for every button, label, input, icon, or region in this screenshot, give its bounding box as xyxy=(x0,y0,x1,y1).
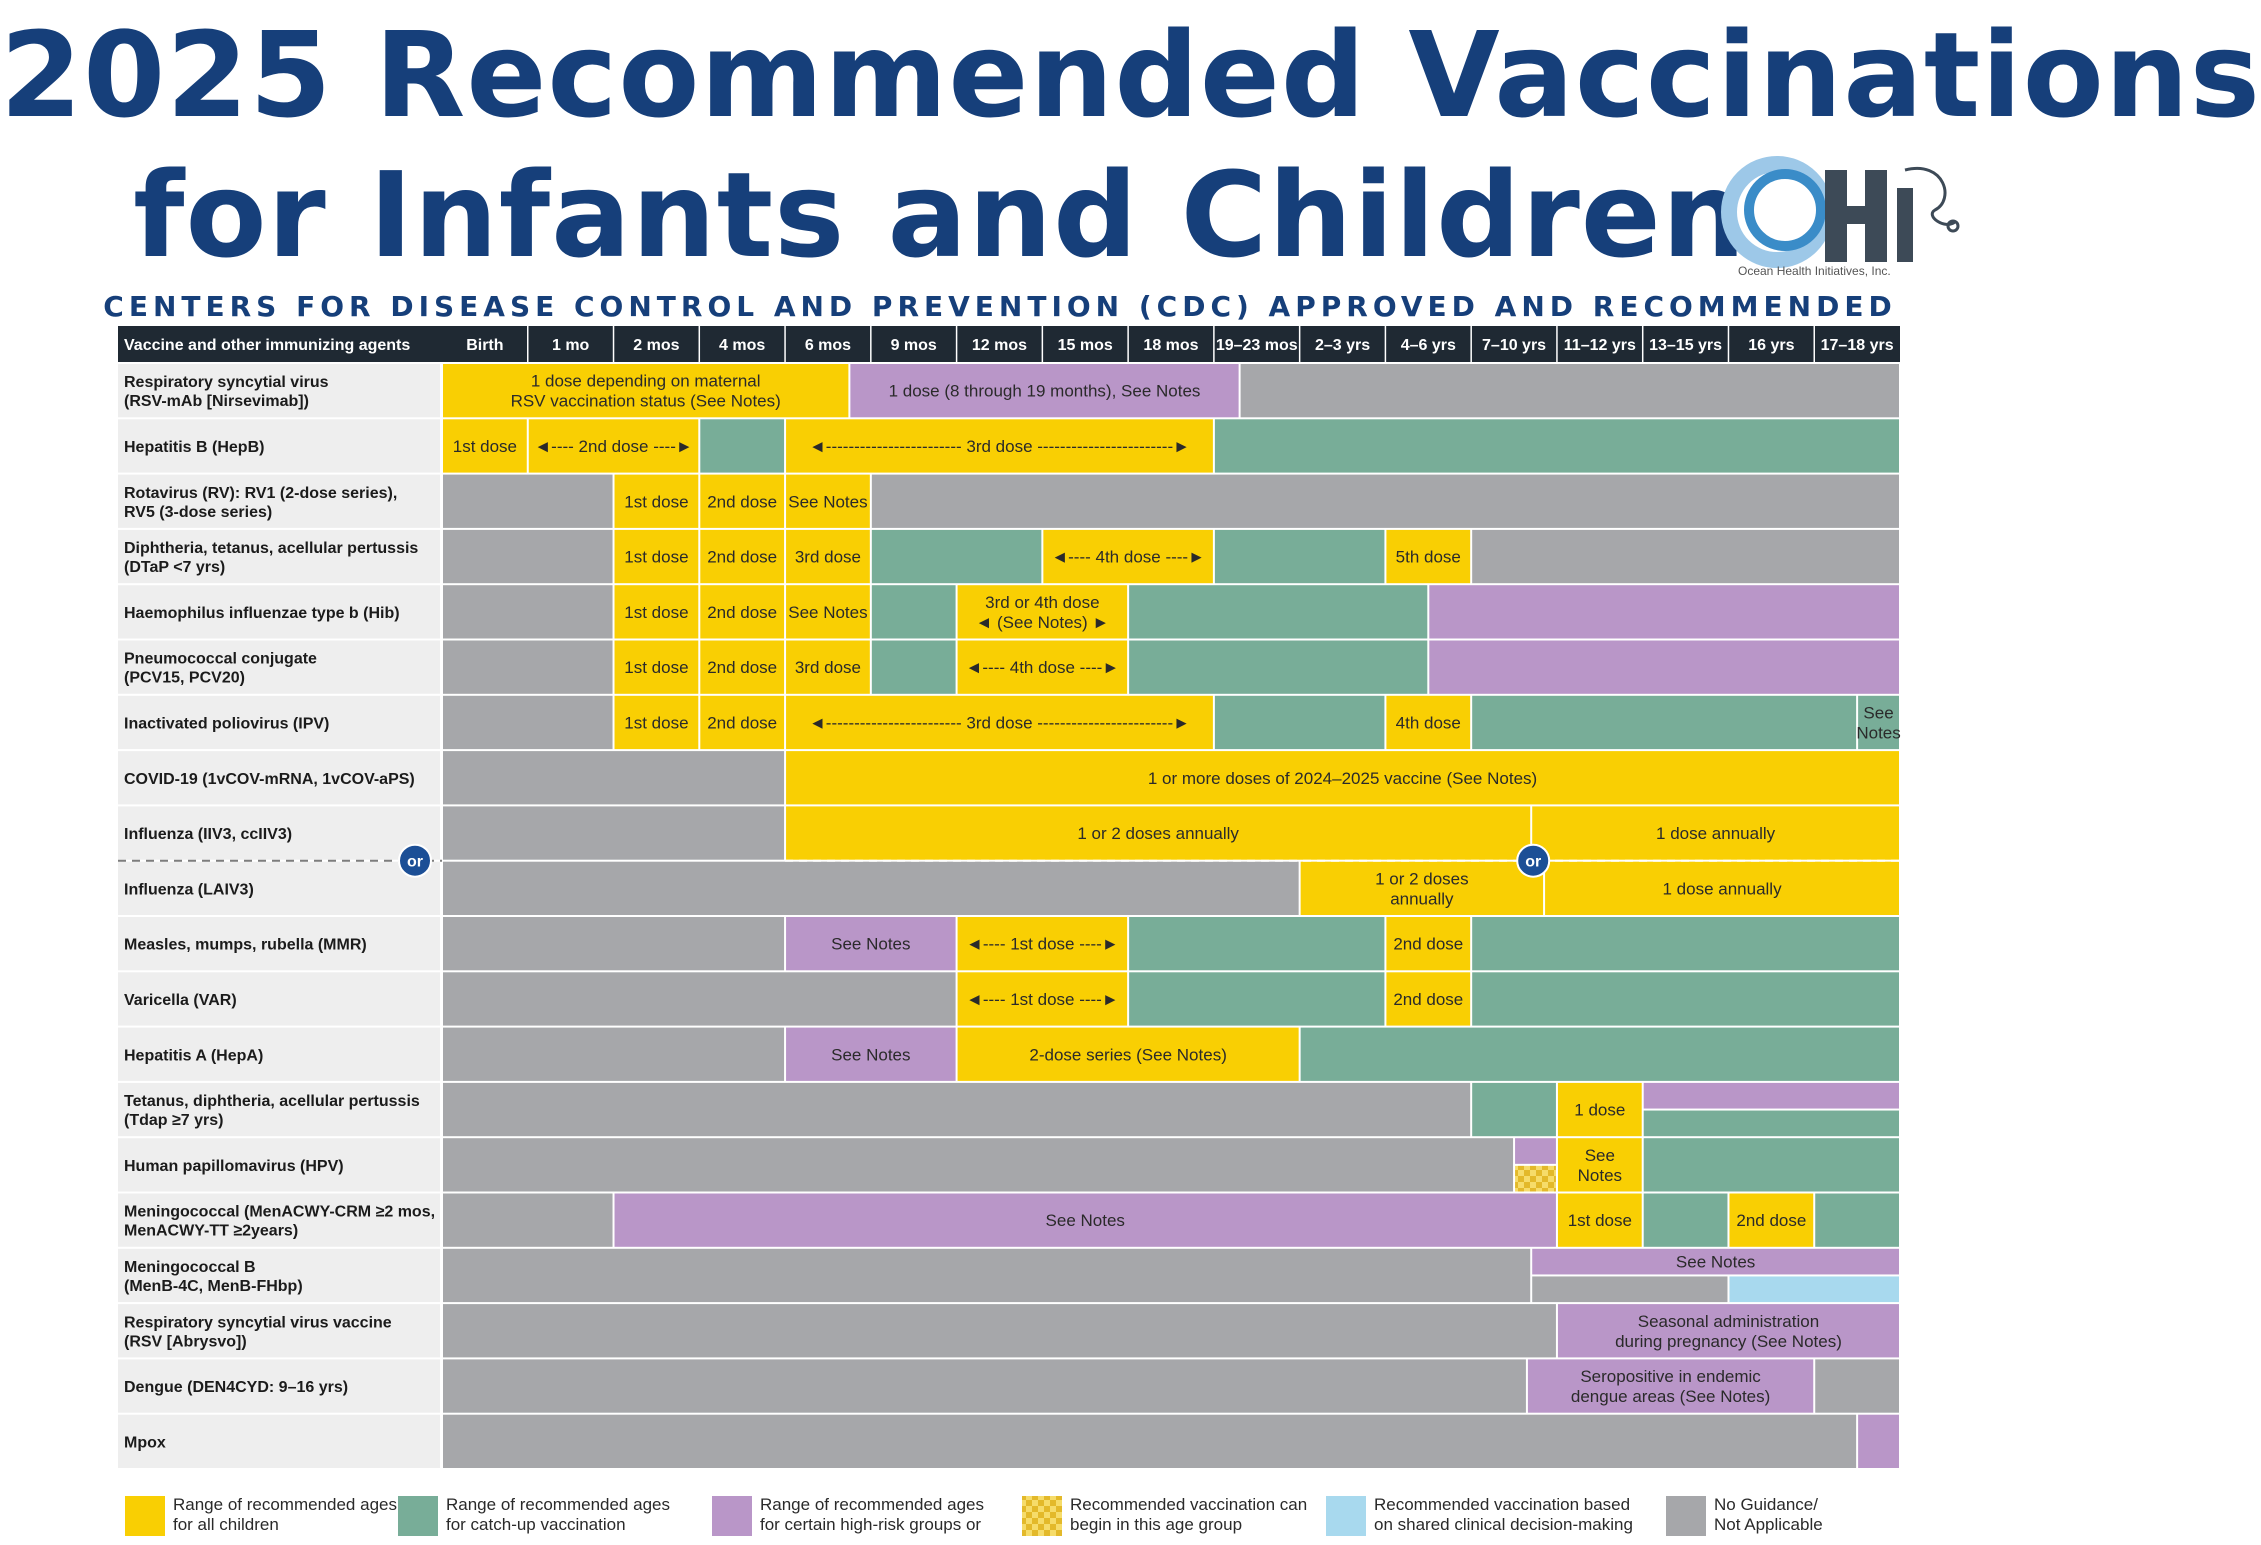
schedule-segment xyxy=(443,530,613,583)
legend-text: Recommended vaccination based on shared clinical decision-making xyxy=(1374,1495,1633,1534)
segment-label: See Notes xyxy=(1045,1211,1125,1231)
schedule-segment xyxy=(443,1304,1556,1357)
row-label: COVID-19 (1vCOV-mRNA, 1vCOV-aPS) xyxy=(124,770,415,788)
schedule-segment xyxy=(443,1138,1513,1191)
row-label: Dengue (DEN4CYD: 9–16 yrs) xyxy=(124,1379,349,1397)
segment-label: 1st dose xyxy=(624,713,689,733)
segment-label: 1st dose xyxy=(1567,1211,1632,1231)
header-age-16: 17–18 yrs xyxy=(1820,337,1894,354)
header-age-15: 16 yrs xyxy=(1748,337,1795,354)
schedule-segment xyxy=(443,917,784,970)
schedule-segment xyxy=(443,1249,1530,1302)
or-badge-right-text: or xyxy=(1525,853,1542,871)
segment-label: Seropositive in endemic dengue areas (See Notes) xyxy=(1570,1367,1771,1407)
segment-label: 1 or more doses of 2024–2025 vaccine (See Notes) xyxy=(1147,768,1538,788)
segment-label: See Notes xyxy=(831,1045,911,1065)
schedule-segment xyxy=(1515,1166,1556,1192)
schedule-segment xyxy=(1644,1138,1899,1191)
legend-item xyxy=(1022,1495,1307,1536)
schedule-segment xyxy=(443,1359,1526,1412)
segment-label: See Notes xyxy=(1675,1252,1756,1272)
row-label: Inactivated poliovirus (IPV) xyxy=(124,715,330,733)
vaccine-row xyxy=(118,751,1899,804)
header-age-10: 2–3 yrs xyxy=(1314,337,1371,354)
header-agent-label: Vaccine and other immunizing agents xyxy=(124,337,411,354)
row-label: Tetanus, diphtheria, acellular pertussis (Tdap ≥7 yrs) xyxy=(124,1093,420,1130)
segment-label: 1st dose xyxy=(624,492,689,512)
segment-label: 1 dose (8 through 19 months), See Notes xyxy=(888,381,1201,401)
header-age-12: 7–10 yrs xyxy=(1482,337,1547,354)
row-label: Rotavirus (RV): RV1 (2-dose series), RV5 (3-dose series) xyxy=(124,484,398,521)
segment-label: 3rd or 4th dose ◄ (See Notes) ► xyxy=(975,592,1110,632)
segment-label: 2nd dose xyxy=(1393,989,1464,1009)
vaccine-row xyxy=(118,475,1899,528)
schedule-segment xyxy=(443,1028,784,1081)
schedule-segment xyxy=(1644,1111,1899,1137)
schedule-segment xyxy=(1472,917,1899,970)
legend-text: No Guidance/ Not Applicable xyxy=(1714,1495,1823,1534)
row-label: Human papillomavirus (HPV) xyxy=(124,1157,344,1175)
vaccine-row xyxy=(118,585,1899,638)
header-age-1: 1 mo xyxy=(551,337,590,354)
legend-swatch xyxy=(1326,1496,1366,1536)
schedule-segment xyxy=(1644,1194,1728,1247)
schedule-segment xyxy=(443,641,613,694)
header-age-3: 4 mos xyxy=(719,337,766,354)
row-label: Hepatitis A (HepA) xyxy=(124,1047,264,1065)
header-age-4: 6 mos xyxy=(804,337,852,354)
row-label: Meningococcal B (MenB-4C, MenB-FHbp) xyxy=(124,1258,303,1295)
header-age-7: 15 mos xyxy=(1057,337,1113,354)
schedule-segment xyxy=(1129,972,1384,1025)
legend-swatch xyxy=(1022,1496,1062,1536)
schedule-segment xyxy=(443,862,1299,915)
schedule-segment xyxy=(872,585,956,638)
page-subtitle: CENTERS FOR DISEASE CONTROL AND PREVENTION (CDC) APPROVED AND RECOMMENDED xyxy=(103,290,1897,323)
segment-label: 2nd dose xyxy=(707,658,778,678)
legend-text: Recommended vaccination can begin in this age group xyxy=(1070,1495,1308,1534)
schedule-segment xyxy=(1129,917,1384,970)
header-age-11: 4–6 yrs xyxy=(1400,337,1456,354)
header-age-14: 13–15 yrs xyxy=(1649,337,1723,354)
schedule-segment xyxy=(1515,1138,1556,1164)
segment-label: 2nd dose xyxy=(707,547,778,567)
segment-label: 3rd dose xyxy=(794,658,862,678)
segment-label: 2nd dose xyxy=(707,602,778,622)
header-age-2: 2 mos xyxy=(633,337,680,354)
segment-label: 4th dose xyxy=(1395,713,1461,733)
row-label: Influenza (LAIV3) xyxy=(124,881,254,899)
schedule-segment xyxy=(1129,641,1427,694)
row-label: Pneumococcal conjugate (PCV15, PCV20) xyxy=(124,650,317,687)
segment-label: 2nd dose xyxy=(1736,1211,1807,1231)
header-age-13: 11–12 yrs xyxy=(1563,337,1636,354)
row-label: Mpox xyxy=(124,1434,166,1452)
legend-text: Range of recommended ages for catch-up vaccination xyxy=(446,1495,670,1534)
segment-label: ◄---- 1st dose ----► xyxy=(966,989,1119,1009)
schedule-segment xyxy=(1129,585,1427,638)
schedule-segment xyxy=(443,1194,613,1247)
segment-label: ◄---- 1st dose ----► xyxy=(966,934,1119,954)
segment-label: 1 dose depending on maternal RSV vaccination status (See Notes) xyxy=(510,371,781,411)
legend-item xyxy=(712,1495,984,1536)
row-label: Respiratory syncytial virus (RSV-mAb [Nirsevimab]) xyxy=(124,374,329,411)
vaccine-row xyxy=(118,1304,1899,1357)
segment-label: Seasonal administration during pregnancy (See Notes) xyxy=(1615,1311,1842,1351)
segment-label: 1 or 2 doses annually xyxy=(1375,869,1469,909)
schedule-segment xyxy=(1215,419,1899,472)
header-age-6: 12 mos xyxy=(971,337,1028,354)
segment-label: 5th dose xyxy=(1395,547,1461,567)
vaccine-row xyxy=(118,419,1899,472)
segment-label: 2nd dose xyxy=(1393,934,1464,954)
segment-label: 1 or 2 doses annually xyxy=(1077,824,1239,844)
schedule-segment xyxy=(1858,1415,1899,1468)
schedule-segment xyxy=(1815,1359,1899,1412)
segment-label: See Notes xyxy=(788,602,868,622)
legend-item xyxy=(398,1495,670,1536)
schedule-segment xyxy=(1472,530,1899,583)
schedule-segment xyxy=(1301,1028,1899,1081)
segment-label: 2nd dose xyxy=(707,492,778,512)
vaccine-row xyxy=(118,1028,1899,1081)
schedule-segment xyxy=(1532,1276,1727,1302)
segment-label: ◄---- 4th dose ----► xyxy=(965,658,1120,678)
legend-item xyxy=(1666,1495,1823,1536)
schedule-segment xyxy=(872,475,1899,528)
vaccine-row xyxy=(118,1083,1899,1136)
schedule-segment xyxy=(1472,696,1856,749)
vaccine-row xyxy=(118,806,1899,859)
segment-label: See Notes xyxy=(831,934,911,954)
legend-swatch xyxy=(1666,1496,1706,1536)
vaccine-row xyxy=(118,530,1899,583)
segment-label: 1 dose annually xyxy=(1662,879,1782,899)
vaccine-row xyxy=(118,972,1899,1025)
segment-label: ◄---- 2nd dose ----► xyxy=(534,436,693,456)
segment-label: 1st dose xyxy=(624,658,689,678)
schedule-segment xyxy=(443,1415,1856,1468)
or-badge-left-text: or xyxy=(407,853,423,871)
segment-label: 2nd dose xyxy=(707,713,778,733)
schedule-segment xyxy=(443,696,613,749)
row-label: Varicella (VAR) xyxy=(124,991,237,1009)
vaccine-row xyxy=(118,862,1899,915)
segment-label: ◄------------------------ 3rd dose ------------------------► xyxy=(808,713,1190,733)
legend-text: Range of recommended ages for all children xyxy=(173,1495,397,1534)
legend-swatch xyxy=(398,1496,438,1536)
vaccine-row xyxy=(118,641,1899,694)
row-label: Measles, mumps, rubella (MMR) xyxy=(124,936,367,954)
segment-label: ◄------------------------ 3rd dose ------------------------► xyxy=(808,436,1190,456)
row-label: Hepatitis B (HepB) xyxy=(124,438,265,456)
segment-label: 1 dose xyxy=(1574,1100,1626,1120)
schedule-segment xyxy=(1241,364,1899,417)
schedule-segment xyxy=(1472,1083,1556,1136)
schedule-segment xyxy=(1429,585,1899,638)
vaccine-row xyxy=(118,364,1899,417)
logo-caption: Ocean Health Initiatives, Inc. xyxy=(1738,264,1891,278)
schedule-segment xyxy=(872,530,1042,583)
schedule-segment xyxy=(1815,1194,1899,1247)
vaccine-row xyxy=(118,696,1901,749)
segment-label: ◄---- 4th dose ----► xyxy=(1051,547,1205,567)
segment-label: 1 dose annually xyxy=(1656,824,1776,844)
vaccine-row xyxy=(118,1138,1899,1191)
segment-label: See Notes xyxy=(788,492,868,512)
header-age-8: 18 mos xyxy=(1143,337,1199,354)
legend-swatch xyxy=(712,1496,752,1536)
vaccine-row xyxy=(118,1194,1899,1247)
row-label-cell xyxy=(118,1415,440,1468)
segment-label: 3rd dose xyxy=(794,547,862,567)
schedule-segment xyxy=(1215,696,1385,749)
vaccine-row xyxy=(118,917,1899,970)
schedule-segment xyxy=(700,419,784,472)
schedule-segment xyxy=(1429,641,1899,694)
page-title-line-1: 2025 Recommended Vaccinations xyxy=(0,6,2261,144)
segment-label: See Notes xyxy=(1856,703,1901,743)
row-label: Meningococcal (MenACWY-CRM ≥2 mos, MenACWY-TT ≥2years) xyxy=(124,1203,436,1240)
segment-label: 1st dose xyxy=(452,436,518,456)
vaccine-row xyxy=(118,1415,1899,1468)
legend-item xyxy=(125,1495,397,1536)
schedule-segment xyxy=(443,806,784,859)
legend-text: Range of recommended ages for certain high-risk groups or xyxy=(760,1495,984,1534)
schedule-segment xyxy=(1215,530,1385,583)
page-title-line-2: for Infants and Children xyxy=(133,146,1747,284)
segment-label: 1st dose xyxy=(624,547,689,567)
schedule-segment xyxy=(1644,1083,1899,1109)
schedule-segment xyxy=(1472,972,1899,1025)
schedule-segment xyxy=(872,641,956,694)
segment-label: 1st dose xyxy=(624,602,689,622)
header-age-5: 9 mos xyxy=(890,337,937,354)
segment-label: See Notes xyxy=(1577,1145,1623,1185)
header-age-9: 19–23 mos xyxy=(1215,337,1298,354)
schedule-segment xyxy=(443,972,956,1025)
segment-label: 2-dose series (See Notes) xyxy=(1029,1045,1227,1065)
row-label: Influenza (IIV3, ccIIV3) xyxy=(124,826,293,844)
vaccine-row xyxy=(118,1359,1899,1412)
legend-swatch xyxy=(125,1496,165,1536)
row-label: Haemophilus influenzae type b (Hib) xyxy=(124,604,400,622)
row-label: Respiratory syncytial virus vaccine (RSV [Abrysvo]) xyxy=(124,1314,392,1351)
schedule-segment xyxy=(1729,1276,1899,1302)
schedule-segment xyxy=(443,1083,1470,1136)
schedule-segment xyxy=(443,585,613,638)
schedule-segment xyxy=(443,751,784,804)
header-age-0: Birth xyxy=(466,337,504,354)
legend-item xyxy=(1326,1495,1633,1536)
row-label: Diphtheria, tetanus, acellular pertussis (DTaP <7 yrs) xyxy=(124,540,419,577)
schedule-segment xyxy=(443,475,613,528)
vaccine-row xyxy=(118,1249,1899,1302)
